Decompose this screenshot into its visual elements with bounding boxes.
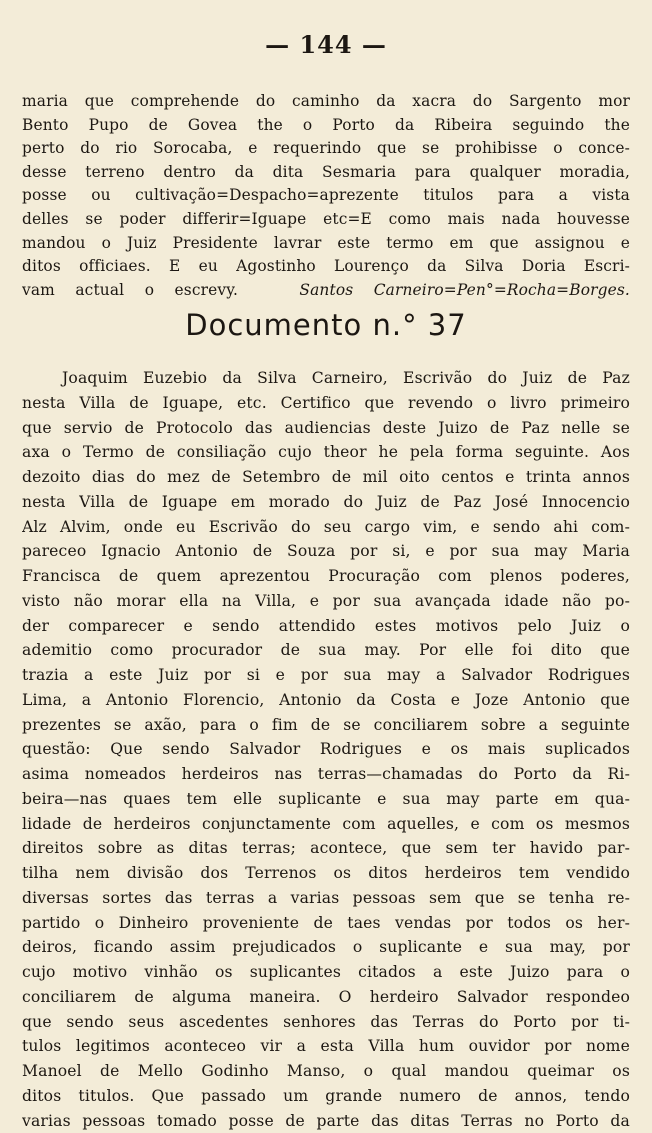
text-line: Joaquim Euzebio da Silva Carneiro, Escrivão do Juiz de Paz [22, 366, 630, 391]
page-number: — 144 — [0, 30, 652, 59]
paragraph-continuation [22, 90, 630, 302]
text-line: partido o Dinheiro proveniente de taes vendas por todos os her- [22, 911, 630, 936]
text-line: axa o Termo de consiliação cujo theor he pela forma seguinte. Aos [22, 440, 630, 465]
text-line: Manoel de Mello Godinho Manso, o qual mandou queimar os [22, 1059, 630, 1084]
text-line: trazia a este Juiz por si e por sua may a Salvador Rodrigues [22, 663, 630, 688]
text-line: desse terreno dentro da dita Sesmaria para qualquer moradia, [22, 161, 630, 185]
text-line: Francisca de quem aprezentou Procuração com plenos poderes, [22, 564, 630, 589]
text-line: prezentes se axão, para o fim de se conciliarem sobre a seguinte [22, 713, 630, 738]
document-heading: Documento n.° 37 [0, 308, 652, 342]
text-line: asima nomeados herdeiros nas terras—chamadas do Porto da Ri- [22, 762, 630, 787]
text-line: mandou o Juiz Presidente lavrar este termo em que assignou e [22, 232, 630, 256]
text-line: tilha nem divisão dos Terrenos os ditos herdeiros tem vendido [22, 861, 630, 886]
text-line: conciliarem de alguma maneira. O herdeiro Salvador respondeo [22, 985, 630, 1010]
text-line: dezoito dias do mez de Setembro de mil oito centos e trinta annos [22, 465, 630, 490]
text-line: der comparecer e sendo attendido estes motivos pelo Juiz o [22, 614, 630, 639]
text-line: posse ou cultivação=Despacho=aprezente titulos para a vista [22, 184, 630, 208]
text-line: delles se poder differir=Iguape etc=E como mais nada houvesse [22, 208, 630, 232]
text-line: nesta Villa de Iguape em morado do Juiz de Paz José Innocencio [22, 490, 630, 515]
text-line: nesta Villa de Iguape, etc. Certifico que revendo o livro primeiro [22, 391, 630, 416]
text-line: visto não morar ella na Villa, e por sua avançada idade não po- [22, 589, 630, 614]
text-line: tulos legitimos aconteceo vir a esta Villa hum ouvidor por nome [22, 1034, 630, 1059]
text-line: direitos sobre as ditas terras; acontece, que sem ter havido par- [22, 836, 630, 861]
text-line: pareceo Ignacio Antonio de Souza por si, e por sua may Maria [22, 539, 630, 564]
text-line-with-signatures [22, 279, 630, 303]
text-line: Bento Pupo de Govea the o Porto da Ribeira seguindo the [22, 114, 630, 138]
text-line: lidade de herdeiros conjunctamente com aquelles, e com os mesmos [22, 812, 630, 837]
text-line: beira—nas quaes tem elle suplicante e sua may parte em qua- [22, 787, 630, 812]
paragraph-body [22, 366, 630, 1133]
text-line: cujo motivo vinhão os suplicantes citados a este Juizo para o [22, 960, 630, 985]
text-line: ditos officiaes. E eu Agostinho Lourenço da Silva Doria Escri- [22, 255, 630, 279]
text-line: perto do rio Sorocaba, e requerindo que se prohibisse o conce- [22, 137, 630, 161]
text-line: diversas sortes das terras a varias pessoas sem que se tenha re- [22, 886, 630, 911]
text-line: ditos titulos. Que passado um grande numero de annos, tendo [22, 1084, 630, 1109]
text-line: maria que comprehende do caminho da xacra do Sargento mor [22, 90, 630, 114]
text-line: Alz Alvim, onde eu Escrivão do seu cargo vim, e sendo ahi com- [22, 515, 630, 540]
text-line: deiros, ficando assim prejudicados o suplicante e sua may, por [22, 935, 630, 960]
text-line: questão: Que sendo Salvador Rodrigues e os mais suplicados [22, 737, 630, 762]
text-line: ademitio como procurador de sua may. Por elle foi dito que [22, 638, 630, 663]
text-line: Lima, a Antonio Florencio, Antonio da Costa e Joze Antonio que [22, 688, 630, 713]
signatures: Santos Carneiro=Pen°=Rocha=Borges. [299, 281, 630, 299]
text-line: que servio de Protocolo das audiencias deste Juizo de Paz nelle se [22, 416, 630, 441]
text-line: que sendo seus ascedentes senhores das Terras do Porto por ti- [22, 1010, 630, 1035]
text-line: varias pessoas tomado posse de parte das ditas Terras no Porto da [22, 1109, 630, 1133]
closing-text: vam actual o escrevy. [22, 281, 238, 299]
